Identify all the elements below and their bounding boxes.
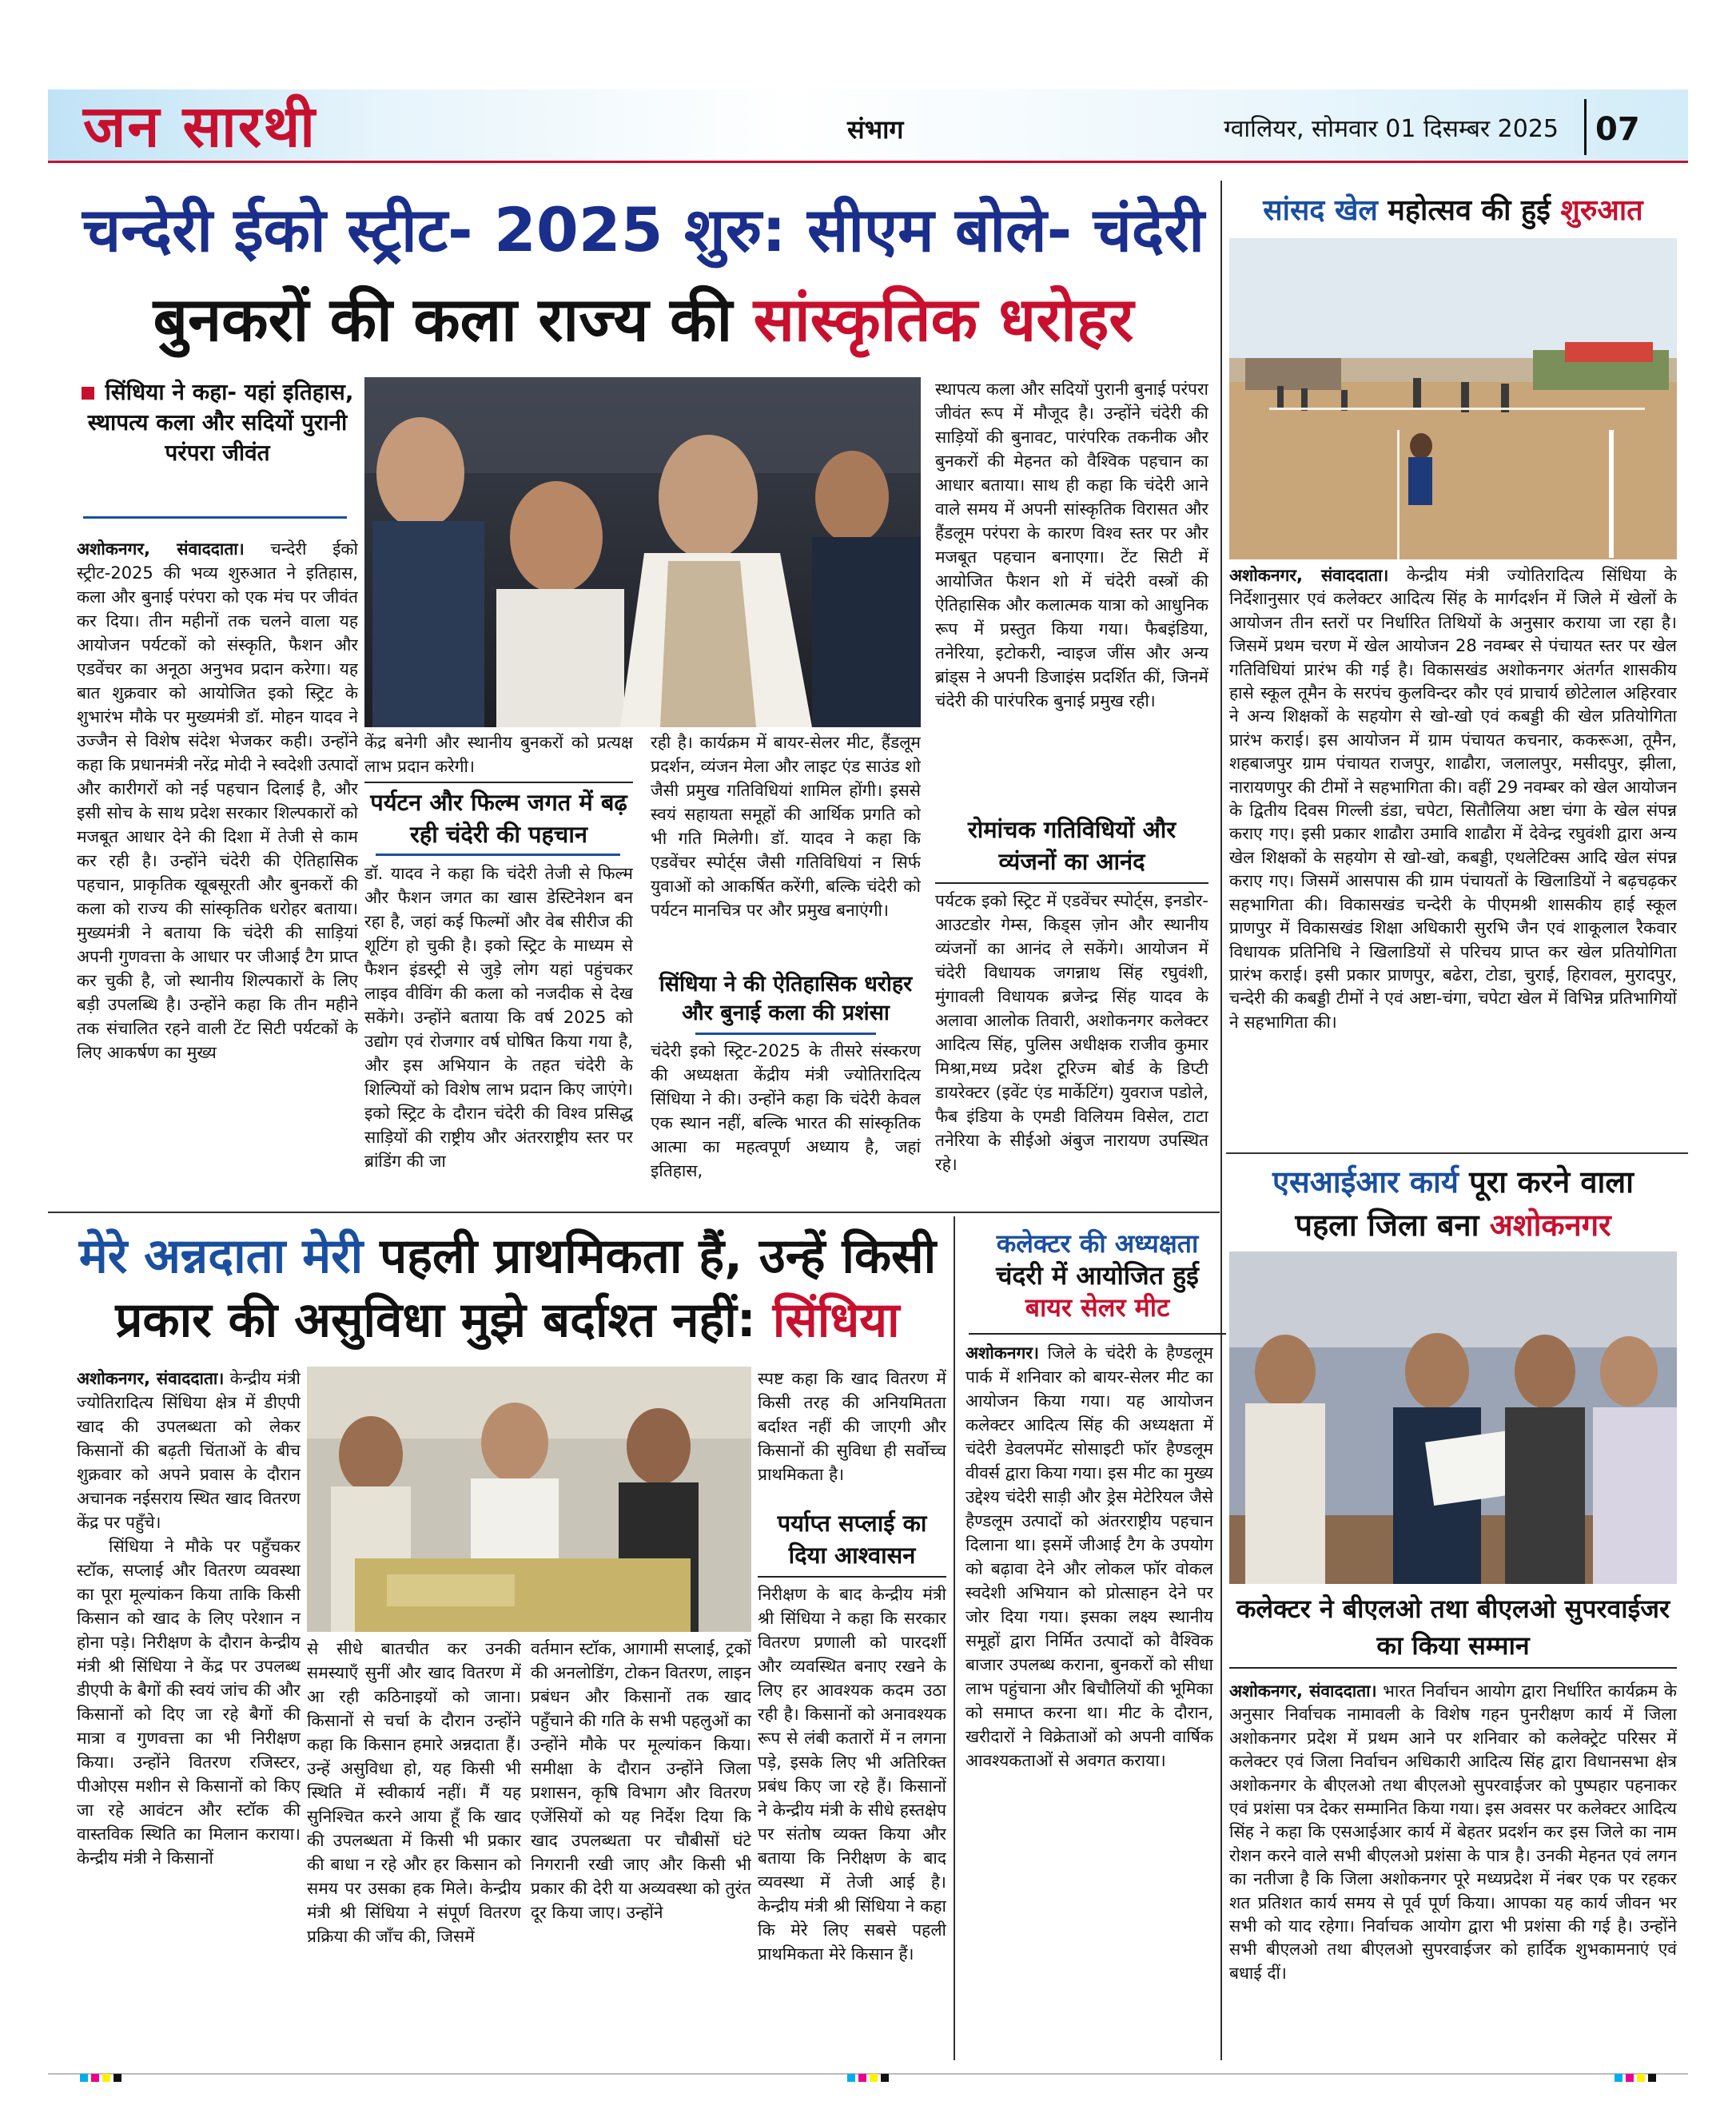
lead-bottom-divider xyxy=(48,1212,1220,1213)
sports-body xyxy=(1229,564,1677,1148)
section-name: संभाग xyxy=(847,114,904,145)
farmers-col1-text2: सिंधिया ने मौके पर पहुँचकर स्टॉक, सप्लाई और वितरण व्यवस्था का पूरा मूल्यांकन किया ताकि किसी किसान को खाद के लिए परेशान न होना पड़े। निरीक्षण के दौरान केन्द्रीय मंत्री श्री सिंधिया ने केंद्र पर उपलब्ध डीएपी के बैगों की स्वयं जांच की और किसानों को दिए जा रहे बैगों की मात्रा व गुणवत्ता का भी निरीक्षण किया। उन्होंने वितरण रजिस्टर, पीओएस मशीन से किसानों को किए जा रहे आवंटन और स्टॉक की वास्तविक स्थिति का मिलान कराया। केन्द्रीय मंत्री ने किसानों xyxy=(77,1537,301,1868)
sports-photo-graphic xyxy=(1229,238,1677,559)
sir-caption-underline xyxy=(1229,1667,1677,1669)
lead-headline-line2-plain: बुनकरों की कला राज्य की xyxy=(153,284,733,355)
lead-col3-text: चंदेरी इको स्ट्रिट-2025 के तीसरे संस्करण की अध्यक्षता केंद्रीय मंत्री ज्योतिरादित्य सिंधिया ने की। उन्होंने कहा कि चंदेरी केवल एक स्थान नहीं, बल्कि भारत की सांस्कृतिक आत्मा का महत्वपूर्ण अध्याय है, जहां इतिहास, xyxy=(651,1041,921,1180)
lead-col4-top-text: स्थापत्य कला और सदियों पुरानी बुनाई परंपरा जीवंत रूप में मौजूद है। उन्होंने चंदेरी की साड़ियों की बुनावट, पारंपरिक तकनीक और बुनकरों की मेहनत को वैश्विक पहचान का आधार बताया। साथ ही कहा कि चंदेरी आने वाले समय में अपनी सांस्कृतिक विरासत और हैंडलूम परंपरा के कारण विश्व स्तर पर और मजबूत पहचान बनाएगा। टेंट सिटी में आयोजित फैशन शो में चंदेरी वस्त्रों की ऐतिहासिक और कलात्मक यात्रा को आधुनिक रूप में प्रस्तुत किया गया। फैबइंडिया, तनेरिया, इटोकरी, न्वाइज जींस और अन्य ब्रांड्स ने अपनी डिजाइंस प्रदर्शित कीं, जिनमें चंदेरी की पारंपरिक बुनाई प्रमुख रही। xyxy=(935,380,1208,710)
buyer-headline-underline xyxy=(969,1333,1226,1335)
lead-subhead-1: पर्यटन और फिल्म जगत में बढ़ रही चंदेरी की पहचान xyxy=(370,789,627,848)
lead-deck-text: सिंधिया ने कहा- यहां इतिहास, स्थापत्य कला और सदियों पुरानी परंपरा जीवंत xyxy=(87,379,354,466)
buyer-headline-red: बायर सेलर मीट xyxy=(1025,1292,1170,1323)
buyer-headline-blue: कलेक्टर की अध्यक्षता xyxy=(996,1228,1199,1259)
reg-dot-yellow-icon xyxy=(102,2074,110,2082)
lead-deck xyxy=(77,377,358,468)
farmers-column-3 xyxy=(531,1637,751,2060)
bullet-square-icon xyxy=(82,387,94,400)
paper-name: जन सारथी xyxy=(83,92,317,160)
sir-text: भारत निर्वाचन आयोग द्वारा निर्धारित कार्यक्रम के अनुसार निर्वाचक नामावली के विशेष गहन पुनरीक्षण कार्य में जिला अशोकनगर प्रदेश में प्रथम आने पर शनिवार को कलेक्ट्रेट परिसर में कलेक्टर एवं जिला निर्वाचन अधिकारी आदित्य सिंह द्वारा विधानसभा क्षेत्र अशोकनगर के बीएलओ तथा बीएलओ सुपरवाईजर को पुष्पहार पहनाकर एवं प्रशंसा पत्र देकर सम्मानित किया गया। इस अवसर पर कलेक्टर आदित्य सिंह ने कहा कि एसआईआर कार्य में बेहतर प्रदर्शन कर इस जिले का नाम रोशन करने वाले सभी बीएलओ प्रशंसा के पात्र है। उनकी मेहनत एवं लगन का नतीजा है कि जिला अशोकनगर पूरे मध्यप्रदेश में नंबर एक पर रहकर शत प्रतिशत कार्य समय से पूर्व पूर्ण किया। आपका यह कार्य जीवन भर सभी को याद रहेगा। निर्वाचक आयोग द्वारा भी प्रशंसा की गई है। उन्होंने सभी बीएलओ तथा बीएलओ सुपरवाईजर को हार्दिक शुभकामनाएं एवं बधाई दीं। xyxy=(1229,1681,1677,1983)
dateline: ग्वालियर, सोमवार 01 दिसम्बर 2025 xyxy=(1224,115,1559,143)
buyer-column-divider xyxy=(954,1216,955,2060)
reg-dot-magenta-mid-icon xyxy=(858,2074,866,2082)
lead-column-4 xyxy=(935,889,1208,1202)
farmers-column-4 xyxy=(758,1582,946,2060)
sub1-underline xyxy=(376,854,620,856)
farmers-col1-text: केन्द्रीय मंत्री ज्योतिरादित्य सिंधिया क्षेत्र में डीएपी खाद की उपलब्धता को लेकर किसानों की बढ़ती चिंताओं के बीच शुक्रवार को अपने प्रवास के दौरान अचानक नईसराय स्थित खाद वितरण केंद्र पर पहुँचे। xyxy=(77,1369,301,1532)
sir-headline-blue: एसआईआर कार्य xyxy=(1272,1164,1459,1200)
lead-col1-text: चन्देरी ईको स्ट्रीट-2025 की भव्य शुरुआत ने इतिहास, कला और बुनाई परंपरा को एक मंच पर जीवंत कर दिया। तीन महीनों तक चलने वाला यह आयोजन पर्यटकों को संस्कृति, फैशन और एडवेंचर का अनूठा अनुभव प्रदान करेगा। यह बात शुक्रवार को आयोजित इको स्ट्रिट के शुभारंभ मौके पर मुख्यमंत्री डॉ. मोहन यादव ने उज्जैन से विशेष संदेश भेजकर कही। उन्होंने कहा कि प्रधानमंत्री नरेंद्र मोदी ने स्वदेशी उत्पादों और कारीगरों को नई पहचान दिलाई है, और इसी सोच के साथ प्रदेश सरकार शिल्पकारों को मजबूत आधार देने की दिशा में तेजी से काम कर रही है। उन्होंने चंदेरी की ऐतिहासिक पहचान, प्राकृतिक खूबसूरती और बुनकरों की कला को राज्य की सांस्कृतिक धरोहर बताया। मुख्यमंत्री ने बताया कि चंदेरी की साड़ियां अपनी गुणवत्ता के आधार पर जीआई टैग प्राप्त कर चुकी है, जो स्थानीय शिल्पकारों के लिए बड़ी उपलब्धि है। उन्होंने कहा कि तीन महीने तक संचालित रहने वाली टेंट सिटी पर्यटकों के लिए आकर्षण का मुख्य xyxy=(77,539,358,1062)
right-column-divider xyxy=(1220,181,1222,2060)
sir-photo-graphic xyxy=(1229,1251,1677,1584)
lead-headline-line2-red: सांस्कृतिक धरोहर xyxy=(753,284,1134,355)
buyer-body xyxy=(966,1341,1213,2060)
buyer-headline-plain: चंदरी में आयोजित हुई xyxy=(996,1260,1199,1291)
farmers-headline-plain2: प्रकार की असुविधा मुझे बर्दाश्त नहीं: xyxy=(115,1292,756,1348)
farmers-col3-text: वर्तमान स्टॉक, आगामी सप्लाई, ट्रकों की अनलोडिंग, टोकन वितरण, लाइन प्रबंधन और किसानों तक खाद पहुँचाने की गति के सभी पहलुओं का उन्होंने मौके पर मूल्यांकन किया। समीक्षा के दौरान उन्होंने जिला प्रशासन, कृषि विभाग और वितरण एजेंसियों को यह निर्देश दिया कि खाद उपलब्धता पर चौबीसों घंटे निगरानी रखी जाए और किसी भी प्रकार की देरी या अव्यवस्था को तुरंत दूर किया जाए। उन्होंने xyxy=(531,1639,751,1922)
lead-col4-text: पर्यटक इको स्ट्रिट में एडवेंचर स्पोर्ट्स, इनडोर-आउटडोर गेम्स, किड्स ज़ोन और स्थानीय व्यंजनों का आनंद ले सकेंगे। आयोजन में चंदेरी विधायक जगन्नाथ सिंह रघुवंशी, मुंगावली विधायक ब्रजेन्द्र सिंह यादव के अलावा आलोक तिवारी, अशोकनगर कलेक्टर आदित्य सिंह, पुलिस अधीक्षक राजीव कुमार मिश्रा,मध्य प्रदेश टूरिज्म बोर्ड के डिप्टी डायरेक्टर (इवेंट एंड मार्केटिंग) युवराज पडोले, फैब इंडिया के एमडी विलियम विसेल, टाटा तनेरिया के सीईओ अंबुज नारायण उपस्थित रहे। xyxy=(935,891,1208,1174)
sports-byline: अशोकनगर, संवाददाता। xyxy=(1229,566,1389,585)
lead-col3-top-text: रही है। कार्यक्रम में बायर-सेलर मीट, हैंडलूम प्रदर्शन, व्यंजन मेला और लाइट एंड साउंड शो जैसी प्रमुख गतिविधियां शामिल होंगी। इससे स्वयं सहायता समूहों की आर्थिक प्रगति को भी गति मिलेगी। डॉ. यादव ने कहा कि एडवेंचर स्पोर्ट्स जैसी गतिविधियां न सिर्फ युवाओं को आकर्षित करेंगी, बल्कि चंदेरी को पर्यटन मानचित्र पर और प्रमुख बनाएंगी। xyxy=(651,733,921,920)
lead-col2-top-text: केंद्र बनेगी और स्थानीय बुनकरों को प्रत्यक्ष लाभ प्रदान करेगी। xyxy=(364,733,633,776)
reg-dot-cyan-icon xyxy=(80,2074,88,2082)
farmers-byline: अशोकनगर, संवाददाता। xyxy=(77,1369,225,1388)
registration-marks xyxy=(0,2070,1736,2086)
lead-photo-graphic xyxy=(364,377,921,727)
lead-byline: अशोकनगर, संवाददाता। xyxy=(77,539,245,559)
lead-col2-top xyxy=(364,730,633,778)
reg-dot-black-mid-icon xyxy=(881,2074,889,2082)
deck-underline xyxy=(83,516,347,519)
sir-body xyxy=(1229,1680,1677,2059)
lead-headline-line2 xyxy=(72,275,1215,364)
farmers-headline xyxy=(72,1224,943,1352)
sir-photo-caption: कलेक्टर ने बीएलओ तथा बीएलओ सुपरवाईजर का किया सम्मान xyxy=(1236,1594,1670,1661)
sir-headline-line2-text: पहला जिला बना xyxy=(1295,1208,1479,1243)
reg-dot-cyan-mid-icon xyxy=(847,2074,855,2082)
reg-dot-magenta-right-icon xyxy=(1626,2074,1634,2082)
lead-photo xyxy=(364,377,921,727)
farmers-photo xyxy=(307,1367,751,1632)
lead-column-2 xyxy=(364,862,633,1202)
buyer-headline xyxy=(966,1228,1229,1323)
farmers-headline-blue: मेरे अन्नदाता मेरी xyxy=(78,1228,364,1284)
farmers-photo-graphic xyxy=(307,1367,751,1632)
buyer-text: जिले के चंदेरी के हैण्डलूम पार्क में शनिवार को बायर-सेलर मीट का आयोजन किया गया। यह आयोजन कलेक्टर आदित्य सिंह की अध्यक्षता में चंदेरी डेवलपमेंट सोसाइटी फॉर हैण्डलूम वीवर्स द्वारा किया गया। इस मीट का मुख्य उद्देश्य चंदेरी साड़ी और ड्रेस मेटेरियल जैसे हैण्डलूम उत्पादों को अंतरराष्ट्रीय पहचान दिलाना था। इसमें जीआई टैग के उपयोग को बढ़ावा देने और लोकल फॉर वोकल स्वदेशी अभियान को प्रोत्साहन देने पर जोर दिया गया। इसका लक्ष्य स्थानीय समूहों द्वारा निर्मित उत्पादों को वैश्विक बाजार उपलब्ध कराना, बुनकरों को सीधा लाभ पहुंचाना और बिचौलियों की भूमिका को समाप्त करना था। मीट के दौरान, खरीदारों ने विक्रेताओं को अपनी वार्षिक आवश्यकताओं से अवगत कराया। xyxy=(966,1343,1213,1770)
sub1-topline xyxy=(364,782,633,783)
farmers-column-1 xyxy=(77,1367,301,2060)
sports-headline-blue: सांसद खेल xyxy=(1263,194,1378,227)
sports-bottom-divider xyxy=(1226,1152,1688,1154)
lead-headline-line1: चन्देरी ईको स्ट्रीट- 2025 शुरु: सीएम बोले- चंदेरी xyxy=(82,194,1204,265)
lead-col2-text: डॉ. यादव ने कहा कि चंदेरी तेजी से फिल्म और फैशन जगत का खास डेस्टिनेशन बन रहा है, जहां कई फिल्मों और वेब सीरीज की शूटिंग हो चुकी है। इको स्ट्रिट के माध्यम से फैशन इंडस्ट्री से जुड़े लोग यहां पहुंचकर लाइव वीविंग की कला को नजदीक से देख सकेंगे। उन्होंने बताया कि वर्ष 2025 को उद्योग एवं रोजगार वर्ष घोषित किया गया है, और इस अभियान के तहत चंदेरी के शिल्पियों को विशेष लाभ प्रदान किए जाएंगे। इको स्ट्रिट के दौरान चंदेरी की विश्व प्रसिद्ध साड़ियों की राष्ट्रीय और अंतरराष्ट्रीय स्तर पर ब्रांडिंग की जा xyxy=(364,864,633,1171)
farmers-col4-top xyxy=(758,1367,946,1502)
reg-dot-black-right-icon xyxy=(1648,2074,1656,2082)
sir-byline: अशोकनगर, संवाददाता। xyxy=(1229,1681,1377,1701)
sir-headline xyxy=(1229,1160,1677,1247)
sir-headline-line1 xyxy=(1229,1160,1677,1204)
lead-col4-top xyxy=(935,377,1208,810)
farmers-headline-line1 xyxy=(72,1224,943,1288)
sir-headline-red: अशोकनगर xyxy=(1489,1208,1611,1243)
lead-column-3 xyxy=(651,1039,921,1202)
reg-dot-yellow-right-icon xyxy=(1637,2074,1645,2082)
farmers-col4-text: निरीक्षण के बाद केन्द्रीय मंत्री श्री सिंधिया ने कहा कि सरकार वितरण प्रणाली को पारदर्शी और व्यवस्थित बनाए रखने के लिए हर आवश्यक कदम उठा रही है। किसानों को अनावश्यक रूप से लंबी कतारों में न लगना पड़े, इसके लिए भी अतिरिक्त प्रबंध किए जा रहे हैं। किसानों ने केन्द्रीय मंत्री के सीधे हस्तक्षेप पर संतोष व्यक्त किया और बताया कि निरीक्षण के बाद व्यवस्था में तेजी आई है। केन्द्रीय मंत्री श्री सिंधिया ने कहा कि मेरे लिए सबसे पहली प्राथमिकता मेरे किसान हैं। xyxy=(758,1585,946,1964)
farmers-headline-plain1: पहली प्राथमिकता हैं, उन्हें किसी xyxy=(380,1228,937,1284)
reg-dot-black-icon xyxy=(113,2074,121,2082)
sir-headline-mid: पूरा करने वाला xyxy=(1469,1164,1634,1200)
page-number: 07 xyxy=(1595,111,1640,148)
sub3-underline xyxy=(935,882,1208,884)
sports-headline-mid: महोत्सव की हुई xyxy=(1388,194,1551,227)
farmers-headline-red: सिंधिया xyxy=(772,1292,900,1348)
farmers-col2-text: से सीधे बातचीत कर उनकी समस्याएँ सुनीं और खाद वितरण में आ रही कठिनाइयों को जाना। किसानों से चर्चा के दौरान उन्होंने कहा कि किसान हमारे अन्नदाता हैं। उन्हें असुविधा हो, यह किसी भी स्थिति में स्वीकार्य नहीं। मैं यह सुनिश्चित करने आया हूँ कि खाद की उपलब्धता में किसी भी प्रकार की बाधा न रहे और हर किसान को समय पर उसका हक मिले। केन्द्रीय मंत्री श्री सिंधिया ने संपूर्ण वितरण प्रक्रिया की जाँच की, जिसमें xyxy=(307,1639,521,1946)
sports-photo xyxy=(1229,238,1677,559)
farmers-subhead-underline xyxy=(758,1576,946,1578)
sir-photo xyxy=(1229,1251,1677,1584)
farmers-col4-top-text: स्पष्ट कहा कि खाद वितरण में किसी तरह की अनियमितता बर्दाश्त नहीं की जाएगी और किसानों की सुविधा ही सर्वोच्च प्राथमिकता है। xyxy=(758,1369,946,1484)
lead-subhead-2: सिंधिया ने की ऐतिहासिक धरोहर और बुनाई कला की प्रशंसा xyxy=(659,972,913,1025)
farmers-column-2 xyxy=(307,1637,521,2060)
farmers-headline-line2 xyxy=(72,1288,943,1352)
reg-dot-cyan-right-icon xyxy=(1615,2074,1623,2082)
sub2-underline xyxy=(695,1033,876,1035)
page-number-divider xyxy=(1584,99,1587,155)
sports-headline xyxy=(1229,189,1677,233)
reg-dot-yellow-mid-icon xyxy=(870,2074,878,2082)
buyer-byline: अशोकनगर। xyxy=(966,1343,1039,1363)
sports-text: केन्द्रीय मंत्री ज्योतिरादित्य सिंधिया के निर्देशानुसार एवं कलेक्टर आदित्य सिंह के मार्गदर्शन में जिले में खेलों के आयोजन तीन स्तरों पर निर्धारित तिथियों के अनुसार कराया जा रहा है। जिसमें प्रथम चरण में खेल आयोजन 28 नवम्बर से पंचायत स्तर पर खेल गतिविधियां प्रारंभ की गई है। विकासखंड अशोकनगर अंतर्गत शासकीय हासे स्कूल तूमैन के सरपंच कुलविन्दर कौर एवं प्राचार्य छोटेलाल अहिरवार ने अन्य शिक्षकों के सहयोग से खो-खो एवं कबड्डी की खेल प्रतियोगिता प्रारंभ कराई। इस आयोजन में ग्राम पंचायत कचनार, ककरूआ, तूमैन, शहबाजपुर ग्राम पंचायत राजपुर, शाढौरा, जलालपुर, मसीदपुर, झीला, नारायणपुर की टीमों ने सहभागिता की। वहीं 29 नवम्बर को खेल आयोजन के द्वितीय दिवस गिल्ली डंडा, चपेटा, सितौलिया अष्टा चंगा के खेल संपन्न कराए गए। इसी प्रकार शाढौरा उमावि शाढौरा में देवेन्द्र रघुवंशी द्वारा अन्य खेल शिक्षकों के सहयोग से खो-खो, कबड्डी, एथलेटिक्स आदि खेल संपन्न कराए गए। जिसमें आसपास की ग्राम पंचायतों के खिलाडियों ने बढ़चढ़कर सहभागिता की। विकासखंड चन्देरी के पीएमश्री शासकीय हाई स्कूल प्राणपुर में विकासखंड शिक्षा अधिकारी सुरभि जैन एवं शाकूलाल रैकवार विधायक प्रतिनिधि ने खिलाडियों से परिचय प्राप्त कर खेल प्रतियोगिता प्रारंभ कराई। इसी प्रकार प्राणपुर, बढेरा, टोडा, चुराई, हिरावल, मुरादपुर, चन्देरी की कबड्डी टीमों ने एवं अष्टा-चंगा, चपेटा खेल में विभिन्न प्रतिभागियों ने सहभागिता की। xyxy=(1229,566,1677,1032)
lead-headline xyxy=(72,185,1215,364)
lead-subhead-3: रोमांचक गतिविधियों और व्यंजनों का आनंद xyxy=(967,816,1177,875)
sir-headline-line2 xyxy=(1229,1204,1677,1247)
farmers-subhead: पर्याप्त सप्लाई का दिया आश्वासन xyxy=(777,1510,927,1569)
lead-col3-top xyxy=(651,730,921,970)
sports-headline-red: शुरुआत xyxy=(1560,194,1643,227)
reg-dot-magenta-icon xyxy=(91,2074,99,2082)
lead-column-1 xyxy=(77,537,358,1202)
